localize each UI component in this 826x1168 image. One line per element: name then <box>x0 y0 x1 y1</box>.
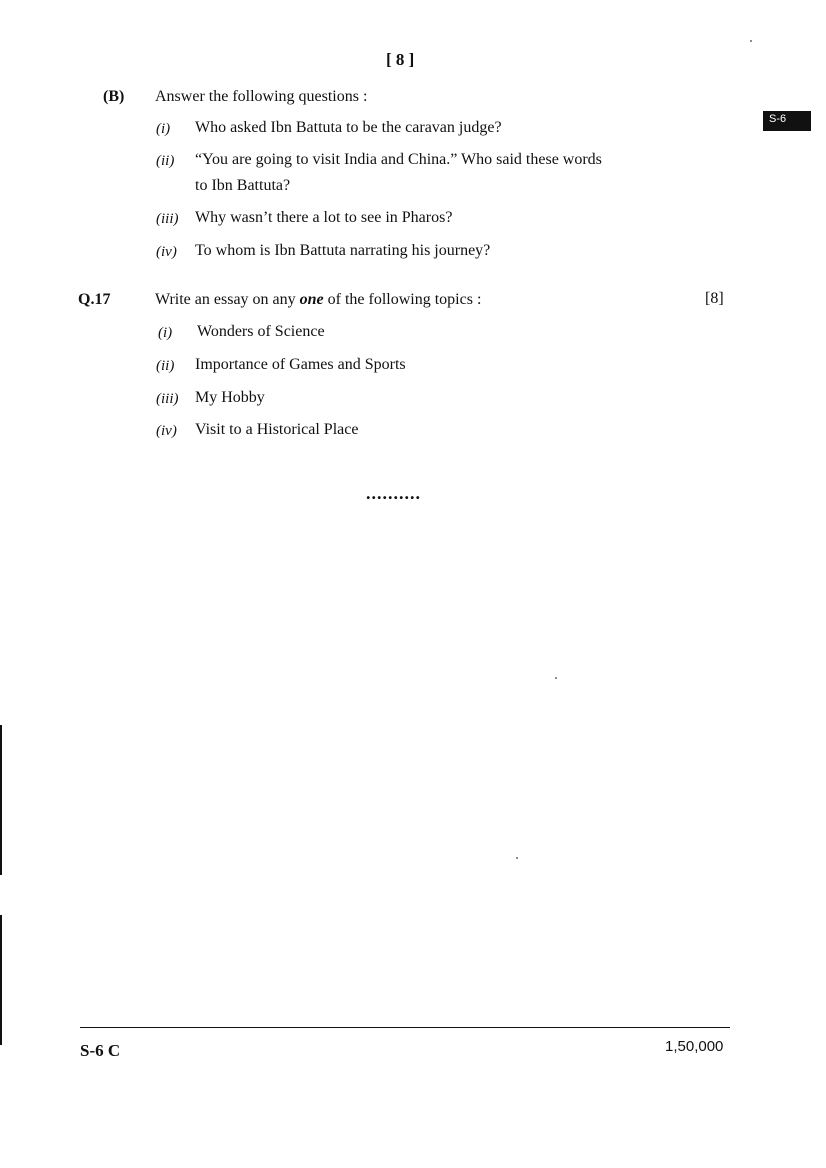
question-text: Why wasn’t there a lot to see in Pharos? <box>195 209 453 226</box>
question-text-continued: to Ibn Battuta? <box>195 177 291 194</box>
subject-tab: S-6 <box>763 111 811 131</box>
end-of-paper-marker: .......... <box>366 483 421 503</box>
topic-number: (i) <box>158 325 173 341</box>
scan-edge-mark <box>0 725 2 875</box>
page-number: [ 8 ] <box>386 50 415 69</box>
section-b-instruction: Answer the following questions : <box>155 88 368 105</box>
scan-speck <box>555 677 557 679</box>
question-number: (i) <box>156 121 171 137</box>
topic-text: Visit to a Historical Place <box>195 421 359 438</box>
topic-number: (iii) <box>156 391 179 407</box>
question-number: (iv) <box>156 244 177 260</box>
question-text: Who asked Ibn Battuta to be the caravan judge? <box>195 119 502 136</box>
topic-text: Wonders of Science <box>197 323 325 340</box>
question-text: To whom is Ibn Battuta narrating his journey? <box>195 242 491 259</box>
topic-number: (ii) <box>156 358 175 374</box>
question-number: (ii) <box>156 153 175 169</box>
print-count: 1,50,000 <box>665 1038 724 1055</box>
question-17-instruction: Write an essay on any one of the following topics : <box>155 291 482 308</box>
footer-divider <box>80 1027 730 1028</box>
question-17-label: Q.17 <box>78 291 111 308</box>
marks-label: [8] <box>705 290 724 307</box>
question-number: (iii) <box>156 211 179 227</box>
scan-edge-mark <box>0 915 2 1045</box>
topic-text: My Hobby <box>195 389 265 406</box>
scan-speck <box>516 857 518 859</box>
question-text: “You are going to visit India and China.” Who said these words <box>195 151 602 168</box>
topic-number: (iv) <box>156 423 177 439</box>
scan-speck <box>750 40 752 42</box>
section-b-label: (B) <box>103 88 125 105</box>
paper-code: S-6 C <box>80 1041 121 1060</box>
topic-text: Importance of Games and Sports <box>195 356 406 373</box>
